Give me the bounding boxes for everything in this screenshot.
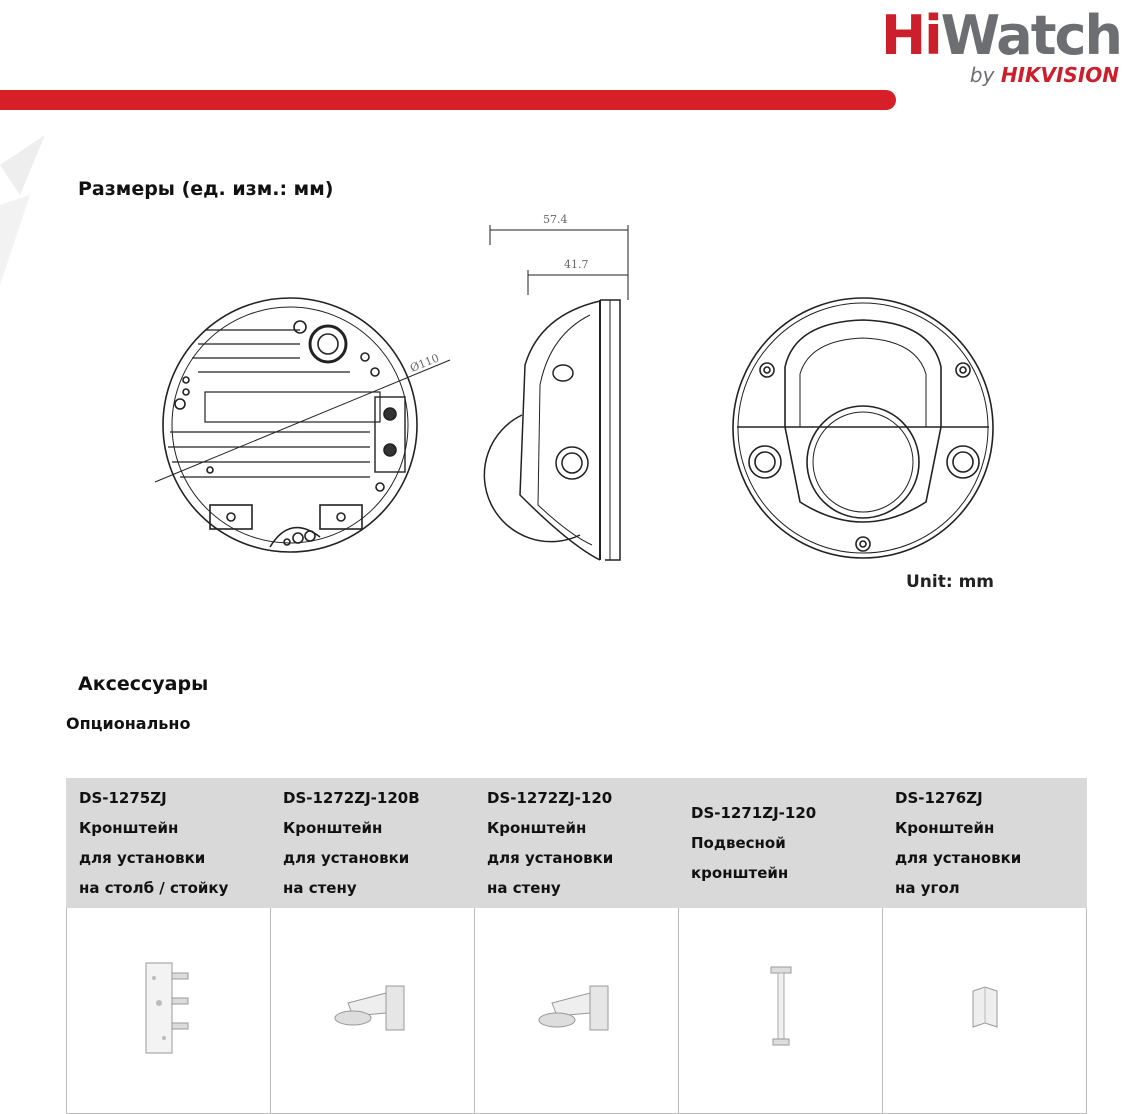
accessories-image-row xyxy=(67,908,1087,1114)
accessory-image-cell xyxy=(883,908,1087,1114)
accessory-image-cell xyxy=(679,908,883,1114)
accessories-table xyxy=(66,778,1087,1114)
width-body-label: 41.7 xyxy=(564,258,589,271)
accessory-header-ds-1272zj-120: DS-1272ZJ-120 Кронштейн для установки на стену xyxy=(475,779,679,908)
width-total-label: 57.4 xyxy=(543,213,568,226)
accessory-header-ds-1276zj: DS-1276ZJ Кронштейн для установки на угол xyxy=(883,779,1087,908)
accessory-image-cell xyxy=(271,908,475,1114)
optional-label: Опционально xyxy=(66,714,191,733)
accessory-header-ds-1275zj: DS-1275ZJ Кронштейн для установки на столб / стойку xyxy=(67,779,271,908)
diameter-label: Ø110 xyxy=(408,351,441,375)
corner-mount-bracket-icon xyxy=(965,983,1005,1033)
accessory-image-cell xyxy=(475,908,679,1114)
watermark-icon xyxy=(0,125,60,295)
wall-mount-bracket-icon xyxy=(532,978,622,1038)
accessory-image-cell xyxy=(67,908,271,1114)
logo-byline: by HIKVISION xyxy=(969,63,1119,87)
logo-wordmark: HiWatch xyxy=(880,4,1121,67)
accessory-header-ds-1271zj-120: DS-1271ZJ-120 Подвесной кронштейн xyxy=(679,779,883,908)
accessories-heading: Аксессуары xyxy=(78,673,209,695)
dimensions-heading: Размеры (ед. изм.: мм) xyxy=(78,178,334,200)
header-red-bar xyxy=(0,90,896,110)
pole-mount-bracket-icon xyxy=(134,953,204,1063)
hiwatch-logo xyxy=(880,4,1121,87)
camera-front-view-drawing xyxy=(725,292,1005,572)
accessory-header-ds-1272zj-120b: DS-1272ZJ-120B Кронштейн для установки на стену xyxy=(271,779,475,908)
wall-mount-bracket-icon xyxy=(328,978,418,1038)
pendant-mount-icon xyxy=(761,963,801,1053)
unit-label: Unit: mm xyxy=(906,572,995,592)
accessories-header-row xyxy=(67,779,1087,908)
camera-side-view-drawing xyxy=(480,205,650,575)
camera-bottom-view-drawing xyxy=(150,292,460,562)
